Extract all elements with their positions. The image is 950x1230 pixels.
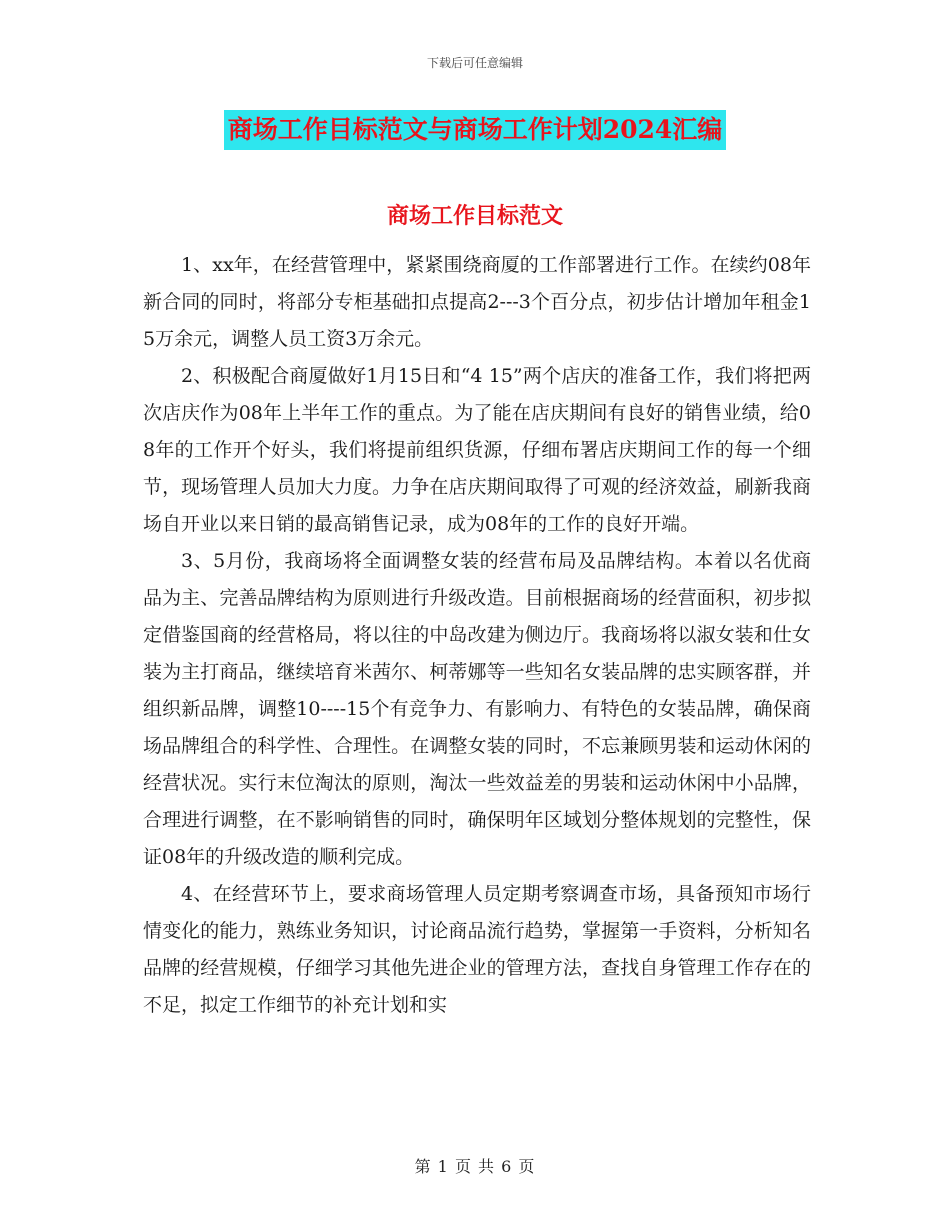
document-body <box>143 247 811 1061</box>
paragraph-2: 2、积极配合商厦做好1月15日和“4 15”两个店庆的准备工作，我们将把两次店庆作为08年上半年工作的重点。为了能在店庆期间有良好的销售业绩，给08年的工作开个好头，我们将提前组织货源，仔细布署店庆期间工作的每一个细节，现场管理人员加大力度。力争在店庆期间取得了可观的经济效益，刷新我商场自开业以来日销的最高销售记录，成为08年的工作的良好开端。 <box>143 365 811 535</box>
paragraph-4: 4、在经营环节上，要求商场管理人员定期考察调查市场，具备预知市场行情变化的能力，熟练业务知识，讨论商品流行趋势，掌握第一手资料，分析知名品牌的经营规模，仔细学习其他先进企业的管理方法，查找自身管理工作存在的不足，拟定工作细节的补充计划和实 <box>143 883 811 1016</box>
document-title: 商场工作目标范文与商场工作计划2024汇编 <box>224 110 727 150</box>
document-title-container <box>0 110 950 150</box>
page-header-note: 下载后可任意编辑 <box>426 56 523 70</box>
paragraph-1: 1、xx年，在经营管理中，紧紧围绕商厦的工作部署进行工作。在续约08年新合同的同时，将部分专柜基础扣点提高2---3个百分点，初步估计增加年租金15万余元，调整人员工资3万余元。 <box>143 254 811 350</box>
paragraph-3: 3、5月份，我商场将全面调整女装的经营布局及品牌结构。本着以名优商品为主、完善品牌结构为原则进行升级改造。目前根据商场的经营面积，初步拟定借鉴国商的经营格局，将以往的中岛改建为侧边厅。我商场将以淑女装和仕女装为主打商品，继续培育米茜尔、柯蒂娜等一些知名女装品牌的忠实顾客群，并组织新品牌，调整10----15个有竞争力、有影响力、有特色的女装品牌，确保商场品牌组合的科学性、合理性。在调整女装的同时，不忘兼顾男装和运动休闲的经营状况。实行末位淘汰的原则，淘汰一些效益差的男装和运动休闲中小品牌，合理进行调整，在不影响销售的同时，确保明年区域划分整体规划的完整性，保证08年的升级改造的顺利完成。 <box>143 550 811 868</box>
page-footer-number: 第 1 页 共 6 页 <box>414 1157 536 1176</box>
section-title: 商场工作目标范文 <box>386 203 563 229</box>
